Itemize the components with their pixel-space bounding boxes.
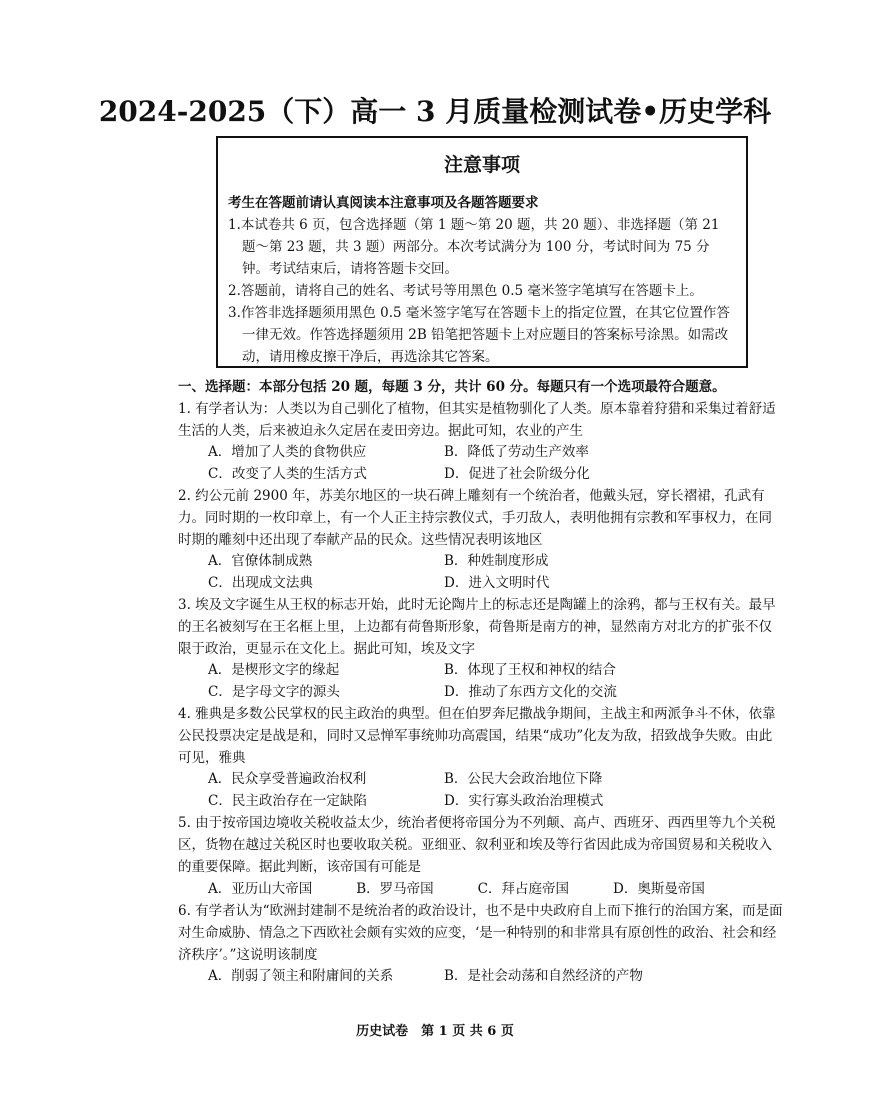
option-b: B．体现了王权和神权的结合	[444, 662, 616, 678]
notice-item: 3.作答非选择题须用黑色 0.5 毫米签字笔写在答题卡上的指定位置，在其它位置作答一律无效。作答选择题须用 2B 铅笔把答题卡上对应题目的答案标号涂黑。如需改动，请用橡皮擦干净后，再选涂其它答案。	[228, 305, 730, 365]
question-options	[178, 966, 784, 988]
option-b: B．公民大会政治地位下降	[444, 771, 603, 787]
question-1	[178, 398, 784, 485]
page-footer: 历史试卷 第 1 页 共 6 页	[356, 1024, 514, 1039]
option-a: A．是楔形文字的缘起	[208, 662, 340, 678]
notice-intro: 考生在答题前请认真阅读本注意事项及各题答题要求	[228, 195, 539, 211]
option-a: A．增加了人类的食物供应	[208, 444, 367, 460]
question-5	[178, 812, 784, 900]
exam-title: 2024-2025（下）高一 3 月质量检测试卷•历史学科	[98, 95, 772, 128]
question-options	[178, 660, 784, 703]
option-c: C．拜占庭帝国	[477, 881, 570, 897]
question-options	[178, 878, 784, 900]
question-options	[178, 769, 784, 812]
section-heading: 一、选择题：本部分包括 20 题，每题 3 分，共计 60 分。每题只有一个选项最符合题意。	[178, 379, 726, 395]
question-stem: 1. 有学者认为：人类以为自己驯化了植物，但其实是植物驯化了人类。原本靠着狩猎和采集过着舒适生活的人类，后来被迫永久定居在麦田旁边。据此可知，农业的产生	[178, 401, 776, 439]
question-stem: 2. 约公元前 2900 年，苏美尔地区的一块石碑上雕刻有一个统治者，他戴头冠，穿长褶裙，孔武有力。同时期的一枚印章上，有一个人正主持宗教仪式，手刃敌人，表明他拥有宗教和军事权力，在同时期的雕刻中还出现了奉献产品的民众。这些情况表明该地区	[178, 488, 772, 548]
question-4	[178, 703, 784, 812]
option-d: D．奥斯曼帝国	[613, 881, 705, 897]
option-b: B．是社会动荡和自然经济的产物	[444, 968, 643, 984]
question-6	[178, 900, 784, 988]
option-c: C．改变了人类的生活方式	[208, 465, 367, 482]
option-b: B．种姓制度形成	[444, 553, 549, 569]
notice-item: 2.答题前，请将自己的姓名、考试号等用黑色 0.5 毫米签字笔填写在答题卡上。	[228, 283, 703, 299]
option-d: D．促进了社会阶级分化	[444, 465, 590, 482]
question-2	[178, 485, 784, 594]
question-stem: 6. 有学者认为“欧洲封建制不是统治者的政治设计，也不是中央政府自上而下推行的治国方案，而是面对生命威胁、情急之下西欧社会颇有实效的应变，‘是一种特别的和非常具有原创性的政治、社会和经济秩序’。”这说明该制度	[178, 903, 783, 963]
option-d: D．进入文明时代	[444, 574, 550, 591]
question-section	[178, 376, 784, 988]
option-c: C．是字母文字的源头	[208, 683, 340, 700]
question-stem: 5. 由于按帝国边境收关税收益太少，统治者便将帝国分为不列颠、高卢、西班牙、西西里等九个关税区，货物在越过关税区时也要收取关税。亚细亚、叙利亚和埃及等行省因此成为帝国贸易和关税收入的重要保障。据此判断，该帝国有可能是	[178, 815, 776, 875]
option-c: C．民主政治存在一定缺陷	[208, 792, 367, 809]
question-stem: 3. 埃及文字诞生从王权的标志开始，此时无论陶片上的标志还是陶罐上的涂鸦，都与王权有关。最早的王名被刻写在王名框上里，上边都有荷鲁斯形象，荷鲁斯是南方的神，显然南方对北方的扩张不仅限于政治，更显示在文化上。据此可知，埃及文字	[178, 597, 776, 657]
option-c: C．出现成文法典	[208, 574, 313, 591]
question-options	[178, 551, 784, 594]
option-d: D．实行寡头政治治理模式	[444, 792, 604, 809]
notice-heading: 注意事项	[443, 154, 520, 176]
question-3	[178, 594, 784, 703]
question-stem: 4. 雅典是多数公民掌权的民主政治的典型。但在伯罗奔尼撒战争期间，主战主和两派争斗不休，依靠公民投票决定是战是和，同时又忌惮军事统帅功高震国，结果“成功”化友为敌，招致战争失败。由此可见，雅典	[178, 706, 776, 766]
option-a: A．官僚体制成熟	[208, 553, 313, 569]
question-options	[178, 442, 784, 485]
option-a: A．亚历山大帝国	[208, 881, 313, 897]
option-d: D．推动了东西方文化的交流	[444, 683, 617, 700]
option-b: B．罗马帝国	[356, 881, 434, 897]
option-a: A．民众享受普遍政治权利	[208, 771, 367, 787]
option-b: B．降低了劳动生产效率	[444, 444, 589, 460]
option-a: A．削弱了领主和附庸间的关系	[208, 968, 394, 984]
notice-item: 1.本试卷共 6 页，包含选择题（第 1 题～第 20 题，共 20 题）、非选择题（第 21 题～第 23 题，共 3 题）两部分。本次考试满分为 100 分，考试时间为 75 分钟。考试结束后，请将答题卡交回。	[228, 217, 720, 277]
notice-box	[216, 136, 748, 368]
